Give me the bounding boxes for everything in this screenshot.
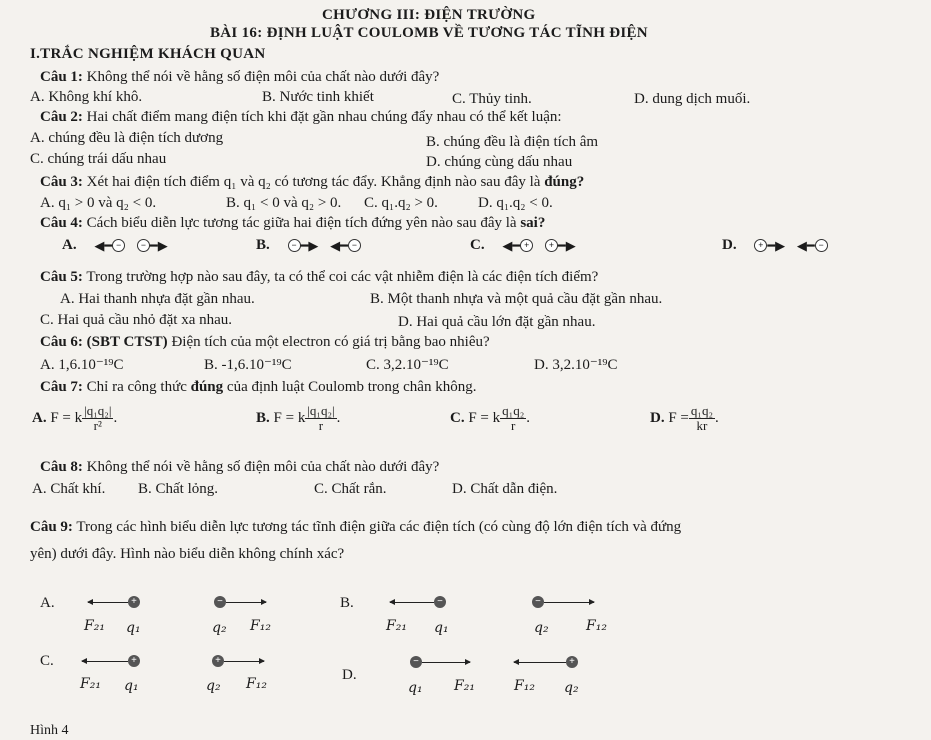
question-1: Câu 1: Không thể nói về hằng số điện môi của chất nào dưới đây? — [40, 69, 440, 85]
negative-charge-icon: − — [815, 239, 828, 252]
q5-option-d[interactable]: D. Hai quả cầu lớn đặt gần nhau. — [398, 314, 596, 330]
label-f12: F₁₂ — [246, 676, 267, 692]
negative-charge-q1: − — [434, 596, 446, 608]
q9-option-a[interactable]: A. — [40, 595, 55, 611]
arrow-right-icon: ━▶ — [557, 237, 576, 253]
label-q2: q₂ — [212, 620, 227, 636]
positive-charge-icon: + — [754, 239, 767, 252]
label-f12: F₁₂ — [250, 618, 271, 634]
q6-option-d[interactable]: D. 3,2.10⁻¹⁹C — [534, 357, 618, 373]
question-9: Câu 9: Trong các hình biểu diễn lực tương tác tĩnh điện giữa các điện tích (có cùng độ lớn điện tích và đứng — [30, 519, 682, 535]
q5-option-b[interactable]: B. Một thanh nhựa và một quả cầu đặt gần nhau. — [370, 291, 663, 307]
q6-option-a[interactable]: A. 1,6.10⁻¹⁹C — [40, 357, 124, 373]
q8-option-c[interactable]: C. Chất rắn. — [314, 481, 387, 497]
label-q1: q₁ — [434, 620, 449, 636]
force-vector-f21 — [422, 662, 470, 663]
positive-charge-q1: + — [128, 655, 140, 667]
label-q2: q₂ — [534, 620, 549, 636]
arrow-left-icon: ◀━ — [94, 237, 113, 253]
positive-charge-icon: + — [520, 239, 533, 252]
force-vector-f12 — [226, 602, 266, 603]
q1-option-b[interactable]: B. Nước tinh khiết — [262, 89, 374, 105]
negative-charge-q2: − — [214, 596, 226, 608]
q9-option-c[interactable]: C. — [40, 653, 54, 669]
q7-option-c[interactable]: C. F = k $\frac{\text{q₁q₂}}{r}$ . — [450, 403, 530, 433]
arrow-left-icon: ◀━ — [502, 237, 521, 253]
q8-option-a[interactable]: A. Chất khí. — [32, 481, 106, 497]
q4-option-a[interactable]: A. ◀━ − − ━▶ — [62, 237, 168, 253]
q2-option-b[interactable]: B. chúng đều là điện tích âm — [426, 134, 599, 150]
label-q1: q₁ — [126, 620, 141, 636]
q1-option-c[interactable]: C. Thủy tinh. — [452, 91, 532, 107]
question-4: Câu 4: Cách biểu diễn lực tương tác giữa hai điện tích đứng yên nào sau đây là sai? — [40, 215, 546, 231]
question-9-line-2: yên) dưới đây. Hình nào biểu diễn không chính xác? — [30, 546, 345, 562]
negative-charge-icon: − — [137, 239, 150, 252]
positive-charge-q1: + — [128, 596, 140, 608]
q6-option-b[interactable]: B. -1,6.10⁻¹⁹C — [204, 357, 292, 373]
q2-option-d[interactable]: D. chúng cùng dấu nhau — [426, 154, 573, 170]
q2-option-a[interactable]: A. chúng đều là điện tích dương — [30, 130, 224, 146]
label-f21: F₂₁ — [80, 676, 101, 692]
q3-option-a[interactable]: A. q₁ > 0 và q₂ < 0. — [40, 195, 157, 211]
q5-option-a[interactable]: A. Hai thanh nhựa đặt gần nhau. — [60, 291, 255, 307]
q3-option-c[interactable]: C. q₁.q₂ > 0. — [364, 195, 438, 211]
q4-option-c[interactable]: C. ◀━ + + ━▶ — [470, 237, 576, 253]
figure-caption: Hình 4 — [30, 723, 69, 738]
q9-option-b[interactable]: B. — [340, 595, 354, 611]
section-title: I.TRẮC NGHIỆM KHÁCH QUAN — [30, 46, 266, 62]
arrow-right-icon: ━▶ — [300, 237, 319, 253]
force-vector-f21 — [88, 602, 128, 603]
force-vector-f21 — [82, 661, 128, 662]
arrow-left-icon: ◀━ — [796, 237, 815, 253]
q6-option-c[interactable]: C. 3,2.10⁻¹⁹C — [366, 357, 449, 373]
q4-option-d[interactable]: D. + ━▶ ◀━ − — [722, 236, 828, 255]
q7-option-d[interactable]: D. F = $\frac{\text{q₁q₂}}{kr}$ . — [650, 403, 719, 433]
chapter-title: CHƯƠNG III: ĐIỆN TRƯỜNG — [322, 7, 536, 23]
arrow-right-icon: ━▶ — [149, 237, 168, 253]
label-q2: q₂ — [206, 678, 221, 694]
positive-charge-q2: + — [566, 656, 578, 668]
question-6: Câu 6: (SBT CTST) Điện tích của một electron có giá trị bằng bao nhiêu? — [40, 334, 490, 350]
negative-charge-icon: − — [112, 239, 125, 252]
label-f12: F₁₂ — [586, 618, 607, 634]
q1-option-a[interactable]: A. Không khí khô. — [30, 89, 143, 105]
question-3: Câu 3: Xét hai điện tích điểm q₁ và q₂ có tương tác đẩy. Khẳng định nào sau đây là đúng? — [40, 174, 585, 190]
question-5: Câu 5: Trong trường hợp nào sau đây, ta có thể coi các vật nhiễm điện là các điện tích điểm? — [40, 269, 599, 285]
q1-option-d[interactable]: D. dung dịch muối. — [634, 91, 751, 107]
arrow-right-icon: ━▶ — [767, 237, 786, 253]
force-vector-f12 — [224, 661, 264, 662]
negative-charge-icon: − — [288, 239, 301, 252]
label-q2: q₂ — [564, 680, 579, 696]
force-vector-f21 — [390, 602, 434, 603]
force-vector-f12 — [514, 662, 566, 663]
q7-option-b[interactable]: B. F = k $\frac{\text{|q₁q₂|}}{r}$ . — [256, 403, 341, 433]
question-7: Câu 7: Chỉ ra công thức đúng của định luật Coulomb trong chân không. — [40, 379, 477, 395]
label-q1: q₁ — [124, 678, 139, 694]
lesson-title: BÀI 16: ĐỊNH LUẬT COULOMB VỀ TƯƠNG TÁC TĨNH ĐIỆN — [210, 25, 648, 41]
label-f21: F₂₁ — [84, 618, 105, 634]
positive-charge-icon: + — [545, 239, 558, 252]
negative-charge-q1: − — [410, 656, 422, 668]
question-2: Câu 2: Hai chất điểm mang điện tích khi đặt gần nhau chúng đẩy nhau có thể kết luận: — [40, 109, 562, 125]
q4-option-b[interactable]: B. − ━▶ ◀━ − — [256, 236, 361, 255]
arrow-left-icon: ◀━ — [330, 237, 348, 253]
q7-option-a[interactable]: A. F = k $\frac{\text{|q₁q₂|}}{\text{r²}}$ . — [32, 403, 118, 433]
q8-option-b[interactable]: B. Chất lỏng. — [138, 481, 219, 497]
q9-option-d[interactable]: D. — [342, 667, 357, 683]
q8-option-d[interactable]: D. Chất dẫn điện. — [452, 481, 558, 497]
q3-option-b[interactable]: B. q₁ < 0 và q₂ > 0. — [226, 195, 342, 211]
q3-option-d[interactable]: D. q₁.q₂ < 0. — [478, 195, 553, 211]
force-vector-f12 — [544, 602, 594, 603]
label-f21: F₂₁ — [386, 618, 407, 634]
q5-option-c[interactable]: C. Hai quả cầu nhỏ đặt xa nhau. — [40, 312, 233, 328]
question-8: Câu 8: Không thể nói về hằng số điện môi của chất nào dưới đây? — [40, 459, 440, 475]
negative-charge-icon: − — [348, 239, 361, 252]
q2-option-c[interactable]: C. chúng trái dấu nhau — [30, 151, 167, 167]
positive-charge-q2: + — [212, 655, 224, 667]
label-f12: F₁₂ — [514, 678, 535, 694]
label-f21: F₂₁ — [454, 678, 475, 694]
label-q1: q₁ — [408, 680, 423, 696]
negative-charge-q2: − — [532, 596, 544, 608]
